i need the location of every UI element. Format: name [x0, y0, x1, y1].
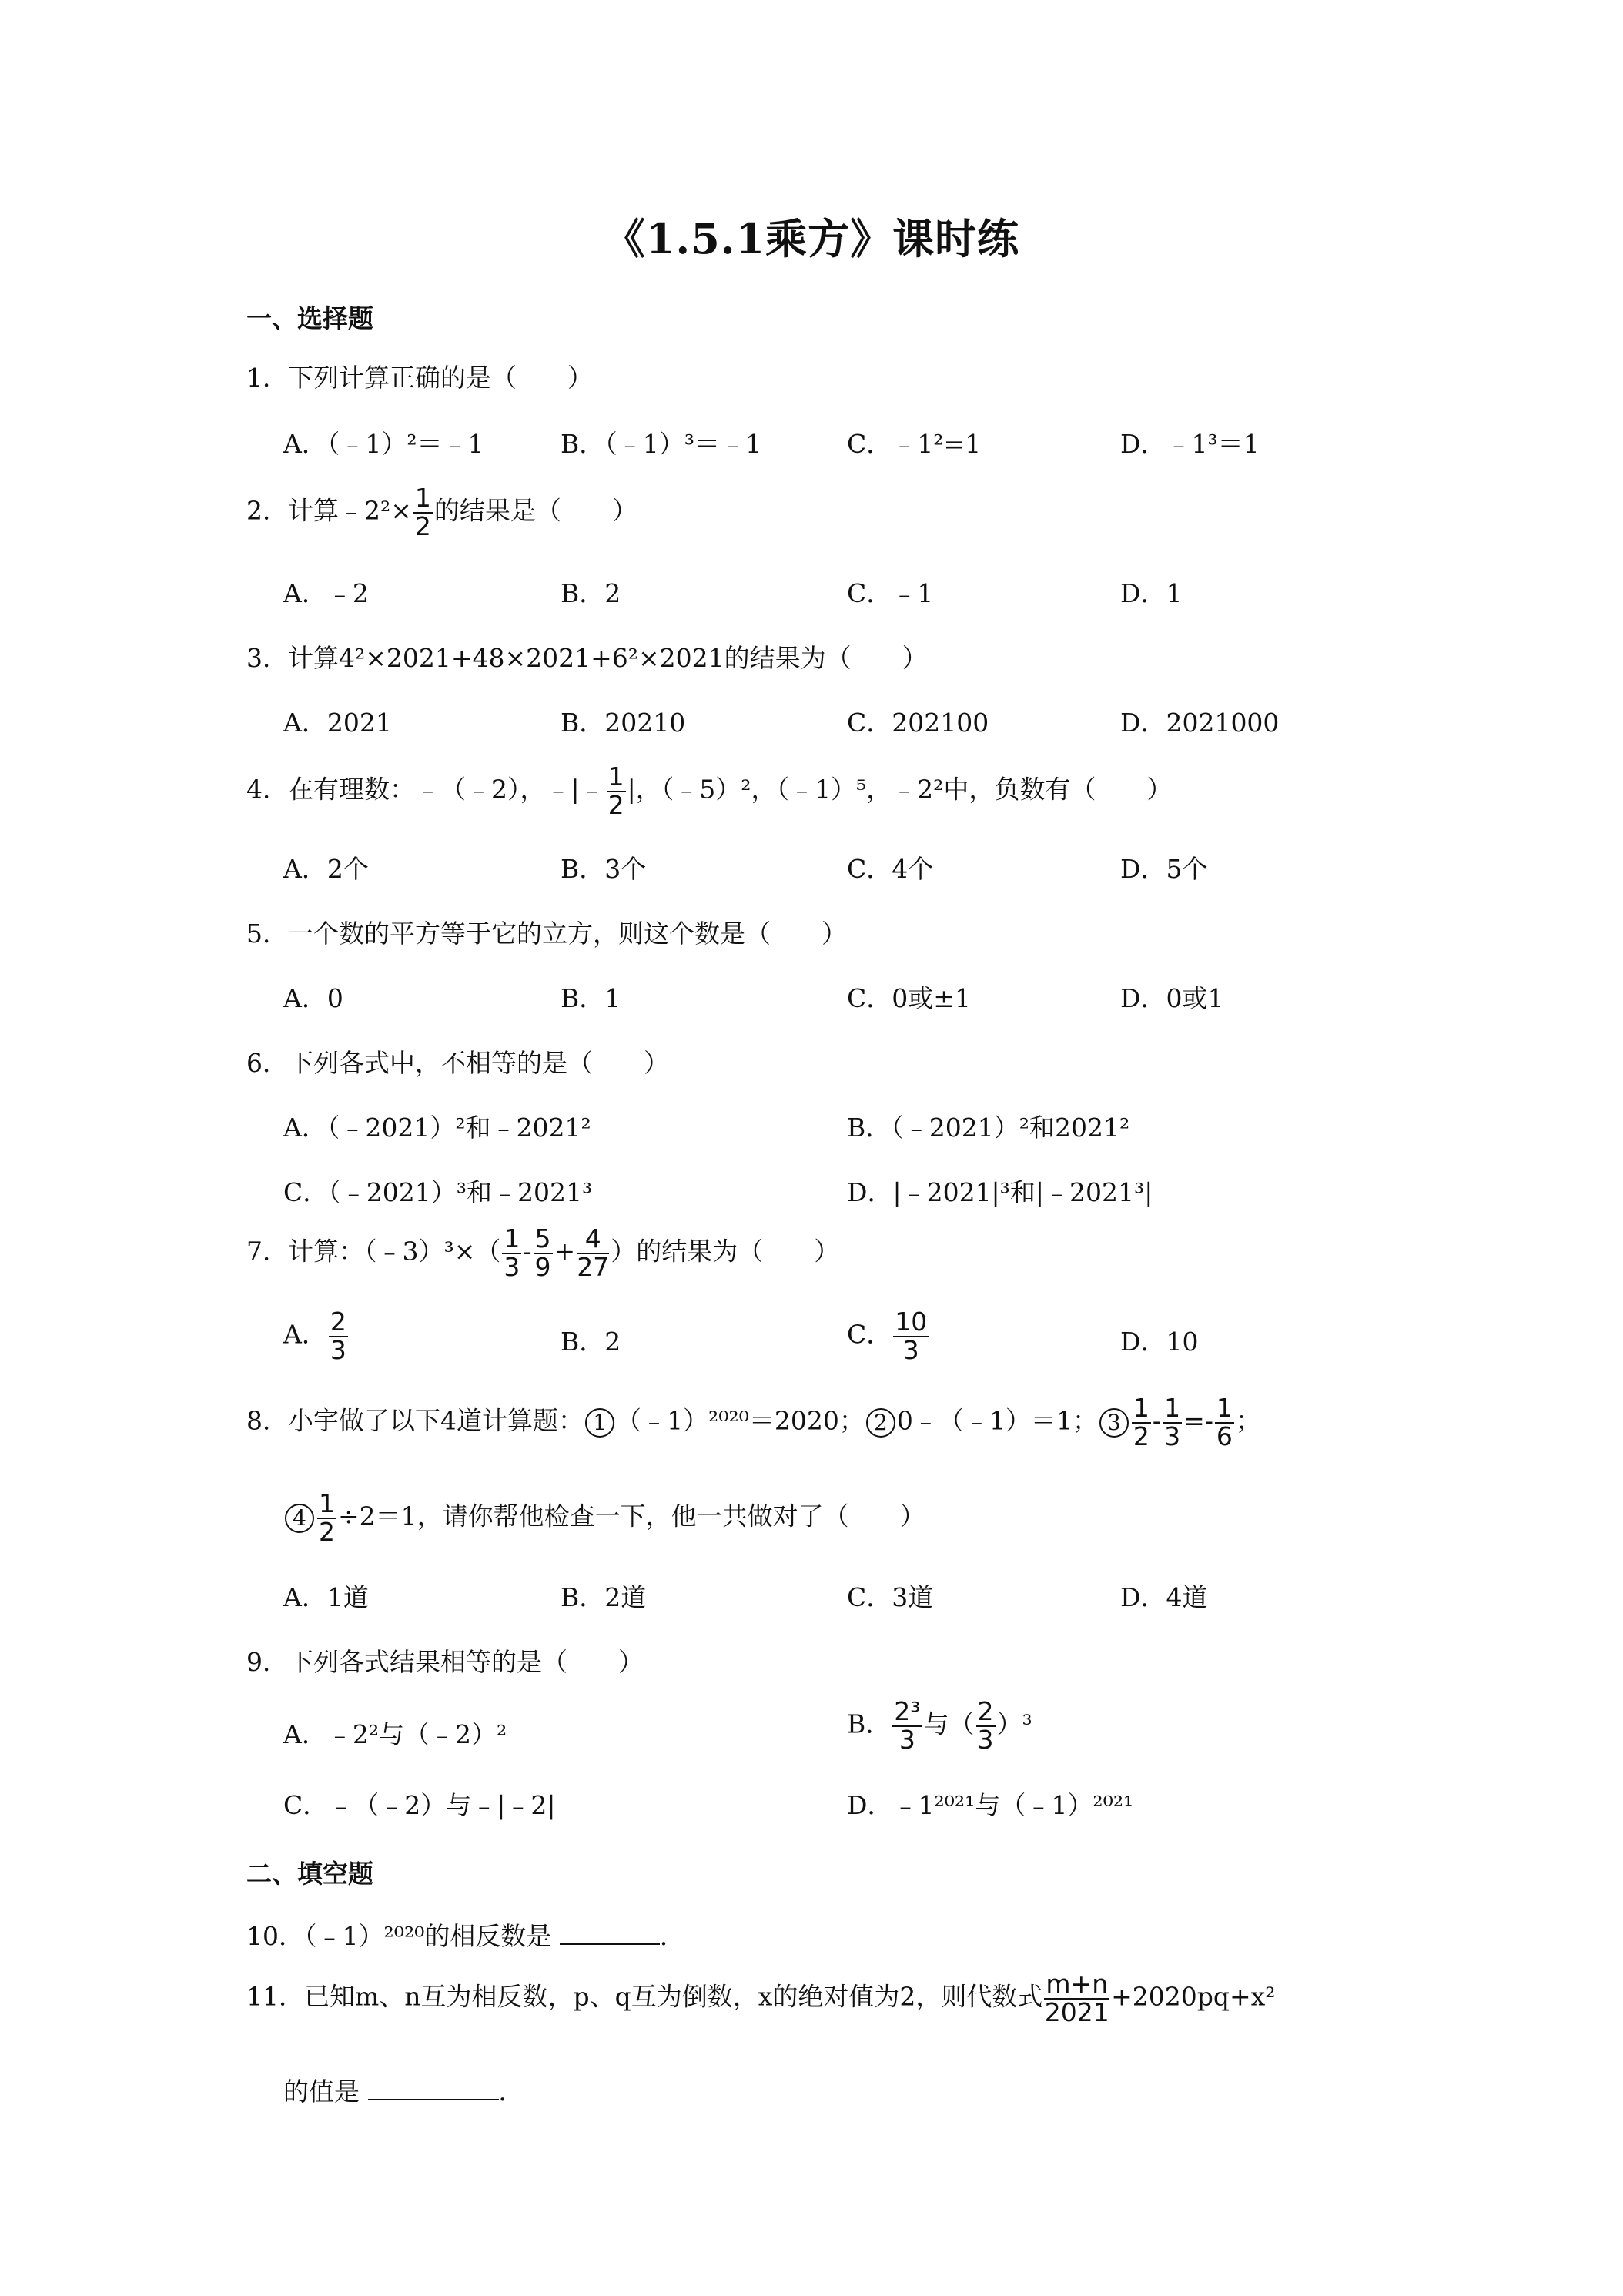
question-3-stem: 3．计算4²×2021+48×2021+6²×2021的结果为（ ）	[246, 643, 928, 673]
q11-prefix: 11．已知m、n互为相反数，p、q互为倒数，x的绝对值为2，则代数式	[246, 1981, 1043, 2012]
closing-text: ）³	[996, 1709, 1032, 1739]
q6-option-b: B．（﹣2021）²和2021²	[847, 1113, 1130, 1143]
fraction-m-plus-n-over-2021	[1044, 1971, 1109, 2026]
q8-option-b: B．2道	[561, 1582, 647, 1612]
q7-prefix: 7．计算：（﹣3）³×（	[246, 1236, 501, 1267]
q4-option-b: B．3个	[561, 854, 647, 884]
period: ．	[498, 2077, 524, 2107]
fraction	[1163, 1395, 1182, 1450]
fraction-4-27	[577, 1223, 610, 1282]
q8-option-a: A．1道	[283, 1582, 369, 1612]
q3-option-c: C．202100	[847, 708, 989, 738]
option-label: B．	[847, 1709, 892, 1739]
q2-option-c: C．﹣1	[847, 578, 934, 608]
q7-option-a	[283, 1309, 350, 1364]
denominator: 2	[319, 1516, 335, 1547]
q8-suffix: ÷2＝1，请你帮他检查一下，他一共做对了（ ）	[338, 1501, 925, 1531]
period: ．	[659, 1921, 685, 1951]
question-2-stem	[246, 485, 637, 540]
question-7-stem	[246, 1223, 840, 1282]
question-11-line-1	[246, 1971, 1276, 2026]
fraction-10-3	[893, 1309, 929, 1364]
question-9-stem: 9．下列各式结果相等的是（ ）	[246, 1647, 644, 1677]
numerator: 1	[1216, 1393, 1233, 1423]
numerator: 1	[1164, 1393, 1181, 1423]
denominator: 2021	[1044, 1996, 1109, 2027]
option-label: C．	[847, 1319, 892, 1350]
q8-option-d: D．4道	[1120, 1582, 1208, 1612]
denominator: 9	[534, 1251, 551, 1282]
q9-option-d: D．﹣1²⁰²¹与（﹣1）²⁰²¹	[847, 1790, 1134, 1820]
q1-option-a: A．（﹣1）²＝﹣1	[283, 429, 484, 459]
circled-number-1: 1	[585, 1408, 614, 1438]
q10-text: 10．（﹣1）²⁰²⁰的相反数是	[246, 1921, 552, 1951]
denominator: 6	[1216, 1421, 1233, 1451]
q6-option-c: C．（﹣2021）³和﹣2021³	[283, 1177, 593, 1207]
q1-option-c: C．﹣1²=1	[847, 429, 982, 459]
denominator: 3	[977, 1724, 994, 1755]
semicolon: ；	[1235, 1405, 1261, 1436]
equals-sign: =-	[1183, 1405, 1213, 1436]
q4-option-d: D．5个	[1120, 854, 1208, 884]
fraction	[1132, 1395, 1151, 1450]
minus-sign: -	[523, 1236, 532, 1267]
denominator: 3	[899, 1724, 915, 1755]
denominator: 2	[1133, 1421, 1149, 1451]
q2-suffix: 的结果是（ ）	[433, 495, 637, 526]
fraction	[1215, 1395, 1234, 1450]
q7-suffix: ）的结果为（ ）	[611, 1236, 840, 1267]
numerator: 2³	[894, 1696, 921, 1726]
circled-number-4: 4	[285, 1504, 314, 1533]
page-title: 《1.5.1乘方》课时练	[603, 214, 1020, 263]
plus-sign: +	[554, 1236, 576, 1267]
q11-suffix: +2020pq+x²	[1111, 1981, 1276, 2012]
denominator: 2	[414, 510, 431, 541]
section-fill-in: 二、填空题	[246, 1859, 373, 1889]
fraction-2-3	[329, 1309, 348, 1364]
q7-option-d: D．10	[1120, 1327, 1199, 1357]
denominator: 2	[607, 789, 624, 820]
answer-blank[interactable]	[560, 1920, 660, 1945]
q8-expression-2: 0﹣（﹣1）＝1；	[896, 1405, 1098, 1436]
circled-number-2: 2	[866, 1408, 895, 1438]
q7-option-b: B．2	[561, 1327, 621, 1357]
denominator: 3	[1164, 1421, 1181, 1451]
numerator: 1	[1133, 1393, 1149, 1423]
numerator: 2	[977, 1696, 994, 1726]
q4-prefix: 4．在有理数：﹣（﹣2），﹣|﹣	[246, 774, 605, 805]
fraction	[976, 1696, 996, 1755]
q2-option-a: A．﹣2	[283, 578, 369, 608]
question-8-line-2	[283, 1488, 925, 1547]
question-8-line-1	[246, 1395, 1261, 1450]
q4-option-a: A．2个	[283, 854, 369, 884]
q9-option-b	[847, 1696, 1032, 1755]
q6-option-a: A．（﹣2021）²和﹣2021²	[283, 1113, 591, 1143]
numerator: 4	[577, 1226, 609, 1254]
denominator: 3	[330, 1334, 346, 1365]
option-label: A．	[283, 1319, 327, 1350]
denominator: 27	[577, 1251, 610, 1282]
fraction-half	[317, 1488, 336, 1547]
q6-option-d: D．|﹣2021|³和|﹣2021³|	[847, 1177, 1153, 1207]
fraction-half	[607, 761, 626, 820]
circled-number-3: 3	[1099, 1408, 1129, 1438]
denominator: 3	[902, 1334, 919, 1365]
q5-option-a: A．0	[283, 983, 343, 1013]
answer-blank[interactable]	[368, 2076, 499, 2100]
numerator: 1	[414, 483, 431, 513]
numerator: 1	[607, 761, 624, 792]
numerator: 2	[330, 1307, 346, 1337]
question-11-line-2	[283, 2076, 524, 2107]
q5-option-b: B．1	[561, 983, 621, 1013]
q3-option-b: B．20210	[561, 708, 686, 738]
q5-option-d: D．0或1	[1120, 983, 1224, 1013]
q7-option-c	[847, 1309, 930, 1364]
question-10-stem	[246, 1920, 685, 1949]
question-4-stem	[246, 761, 1173, 820]
denominator: 3	[504, 1251, 520, 1282]
q2-option-b: B．2	[561, 578, 621, 608]
q3-option-d: D．2021000	[1120, 708, 1280, 738]
q2-option-d: D．1	[1120, 578, 1183, 608]
fraction	[892, 1696, 922, 1755]
q4-option-c: C．4个	[847, 854, 934, 884]
question-5-stem: 5．一个数的平方等于它的立方，则这个数是（ ）	[246, 919, 847, 949]
fraction-1-3	[502, 1223, 521, 1282]
q8-prefix: 8．小宇做了以下4道计算题：	[246, 1405, 584, 1436]
question-1-stem: 1．下列计算正确的是（ ）	[246, 363, 593, 393]
q2-prefix: 2．计算﹣2²×	[246, 495, 412, 526]
q4-suffix: |，（﹣5）²，（﹣1）⁵，﹣2²中，负数有（ ）	[627, 774, 1173, 805]
numerator: 5	[534, 1223, 551, 1253]
q1-option-b: B．（﹣1）³＝﹣1	[561, 429, 761, 459]
numerator: 10	[895, 1307, 928, 1337]
section-multiple-choice: 一、选择题	[246, 303, 373, 333]
minus-sign: -	[1152, 1405, 1162, 1436]
q9-option-a: A．﹣2²与（﹣2）²	[283, 1719, 507, 1749]
numerator: 1	[319, 1488, 335, 1518]
q9-option-c: C．﹣（﹣2）与﹣|﹣2|	[283, 1790, 556, 1820]
fraction-half	[413, 485, 433, 540]
q1-option-d: D．﹣1³＝1	[1120, 429, 1260, 459]
connector-text: 与（	[923, 1709, 975, 1739]
q3-option-a: A．2021	[283, 708, 392, 738]
q5-option-c: C．0或±1	[847, 983, 971, 1013]
fraction-5-9	[534, 1223, 553, 1282]
q8-expression-1: （﹣1）²⁰²⁰＝2020；	[616, 1405, 865, 1436]
q8-option-c: C．3道	[847, 1582, 934, 1612]
question-6-stem: 6．下列各式中，不相等的是（ ）	[246, 1048, 669, 1078]
numerator: 1	[504, 1223, 520, 1253]
numerator: m+n	[1046, 1969, 1109, 1999]
q11-text: 的值是	[283, 2077, 360, 2107]
